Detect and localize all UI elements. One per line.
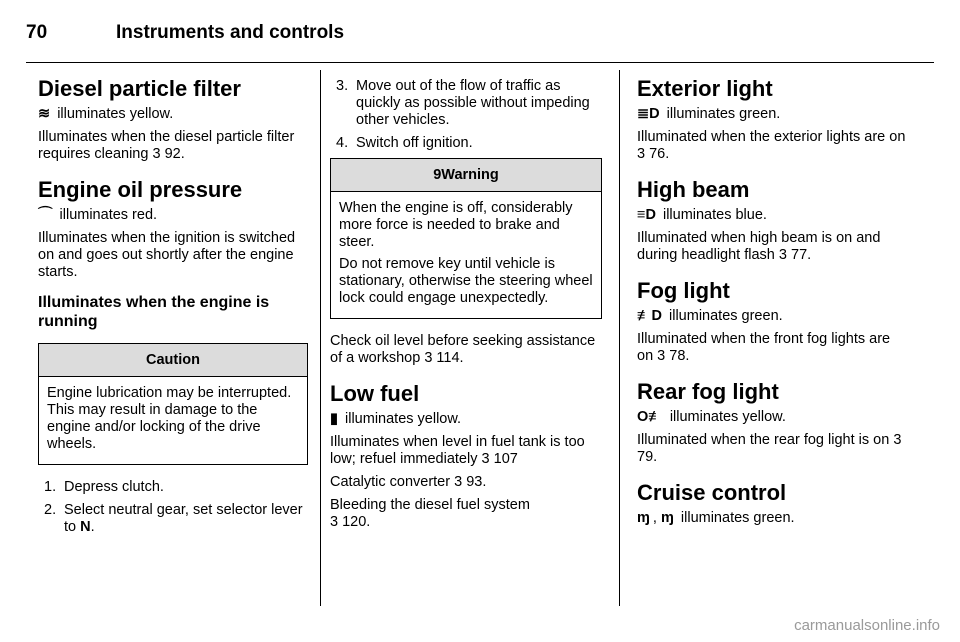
page-ref-arrow-icon: 3 (330, 514, 339, 530)
cruise-control-active-icon: ɱ (660, 510, 674, 526)
exterior-status-text: illuminates green. (666, 106, 781, 122)
check-oil-page-ref[interactable]: 114. (436, 350, 464, 366)
oil-can-icon: ⌒ (38, 207, 53, 223)
fuel-description: Illuminates when level in fuel tank is too low; refuel immediately (330, 434, 585, 467)
fuel-pump-icon: ▮ (330, 411, 338, 427)
column-1 (38, 66, 308, 542)
warning-title: 9Warning (331, 159, 601, 192)
cruise-control-icon: ɱ (637, 510, 650, 526)
fog-page-ref[interactable]: 78. (669, 348, 690, 364)
section-heading-fog-light: Fog light (637, 278, 730, 303)
section-heading-rear-fog-light: Rear fog light (637, 379, 779, 404)
page-ref-arrow-icon: 3 (778, 247, 787, 263)
page-ref-arrow-icon: 3 (657, 348, 666, 364)
list-item: 2. Select neutral gear, set selector lever to N. (44, 502, 303, 535)
oil-status-text: illuminates red. (59, 207, 158, 223)
bleeding-page-ref[interactable]: 120. (342, 514, 371, 530)
warning-text-1: When the engine is off, considerably more force is needed to brake and steer. (339, 200, 573, 250)
steps-list-1 (38, 479, 308, 536)
steps-list-2 (330, 78, 602, 152)
cruise-status-text: illuminates green. (680, 510, 795, 526)
fog-light-icon: ≢D (637, 308, 662, 324)
high-beam-status-text: illuminates blue. (662, 207, 767, 223)
section-heading-low-fuel: Low fuel (330, 381, 420, 406)
column-2 (330, 78, 602, 537)
page-ref-arrow-icon: 3 (893, 432, 902, 448)
watermark: carmanualsonline.info (794, 617, 940, 634)
page-ref-arrow-icon: 3 (152, 146, 161, 162)
rear-fog-status-text: illuminates yellow. (669, 409, 786, 425)
section-heading-exterior-light: Exterior light (637, 76, 773, 101)
catalytic-page-ref[interactable]: 93. (466, 474, 487, 490)
section-heading-oil: Engine oil pressure (38, 177, 243, 202)
column-divider-2 (619, 70, 620, 606)
caution-title: Caution (39, 344, 307, 377)
high-beam-page-ref[interactable]: 77. (791, 247, 812, 263)
high-beam-description: Illuminated when high beam is on and during headlight flash (637, 230, 881, 263)
list-item: 3. Move out of the flow of traffic as quickly as possible without impeding other vehicles. (336, 78, 590, 128)
dpf-description: Illuminates when the diesel particle filter requires cleaning (38, 129, 295, 162)
rear-fog-light-icon: O≢ (637, 409, 663, 425)
page-ref-arrow-icon: 3 (481, 451, 490, 467)
exterior-page-ref[interactable]: 76. (649, 146, 670, 162)
catalytic-text: Catalytic converter (330, 474, 451, 490)
subheading-running: Illuminates when the engine is running (38, 294, 270, 330)
fuel-page-ref[interactable]: 107 (493, 451, 518, 467)
fog-status-text: illuminates green. (669, 308, 783, 324)
page-header (26, 22, 344, 44)
high-beam-icon: ≡D (637, 207, 656, 223)
page-ref-arrow-icon: 3 (424, 350, 433, 366)
dpf-page-ref[interactable]: 92. (164, 146, 185, 162)
column-3: Exterior light ≣D illuminates green. Illuminated when the exterior lights are on 3 76. High beam ≡D illuminates blue. Illuminated when high beam is on and during headlight flash 3 77. Fog light ≢D illuminates green. Illuminated when the front fog lights are on 3 78. Rear fog light O≢ illuminates yellow. Illuminated when the rear fog light is on 3 79. Cruise control ɱ , ɱ illuminates green. (637, 76, 906, 526)
section-heading-dpf: Diesel particle filter (38, 76, 241, 101)
header-rule (26, 62, 934, 63)
page-title: Instruments and controls (116, 22, 345, 43)
caution-box (38, 343, 308, 465)
section-heading-high-beam: High beam (637, 177, 750, 202)
dpf-status-text: illuminates yellow. (57, 106, 174, 122)
fog-description: Illuminated when the front fog lights are on (637, 331, 891, 364)
fuel-status-text: illuminates yellow. (345, 411, 462, 427)
dpf-warning-icon: ≋ (38, 106, 51, 122)
warning-triangle-icon: 9 (433, 167, 442, 183)
list-item: 1. Depress clutch. (44, 479, 164, 495)
rear-fog-description: Illuminated when the rear fog light is on (637, 432, 890, 448)
column-divider-1 (320, 70, 321, 606)
page-number: 70 (26, 22, 48, 43)
exterior-description: Illuminated when the exterior lights are on (637, 129, 906, 145)
section-heading-cruise-control: Cruise control (637, 480, 787, 505)
warning-box (330, 158, 602, 319)
check-oil-text: Check oil level before seeking assistance of a workshop (330, 333, 596, 366)
page-ref-arrow-icon: 3 (454, 474, 463, 490)
page-ref-arrow-icon: 3 (637, 146, 646, 162)
exterior-light-icon: ≣D (637, 106, 660, 122)
rear-fog-page-ref[interactable]: 79. (637, 449, 658, 465)
bleeding-text: Bleeding the diesel fuel system (330, 497, 530, 513)
list-item: 4. Switch off ignition. (336, 135, 473, 151)
oil-description: Illuminates when the ignition is switched on and goes out shortly after the engine starts. (38, 230, 296, 280)
caution-text: Engine lubrication may be interrupted. This may result in damage to the engine and/or locking of the drive wheels. (47, 385, 292, 452)
warning-text-2: Do not remove key until vehicle is stationary, otherwise the steering wheel lock could engage unexpectedly. (339, 256, 593, 306)
